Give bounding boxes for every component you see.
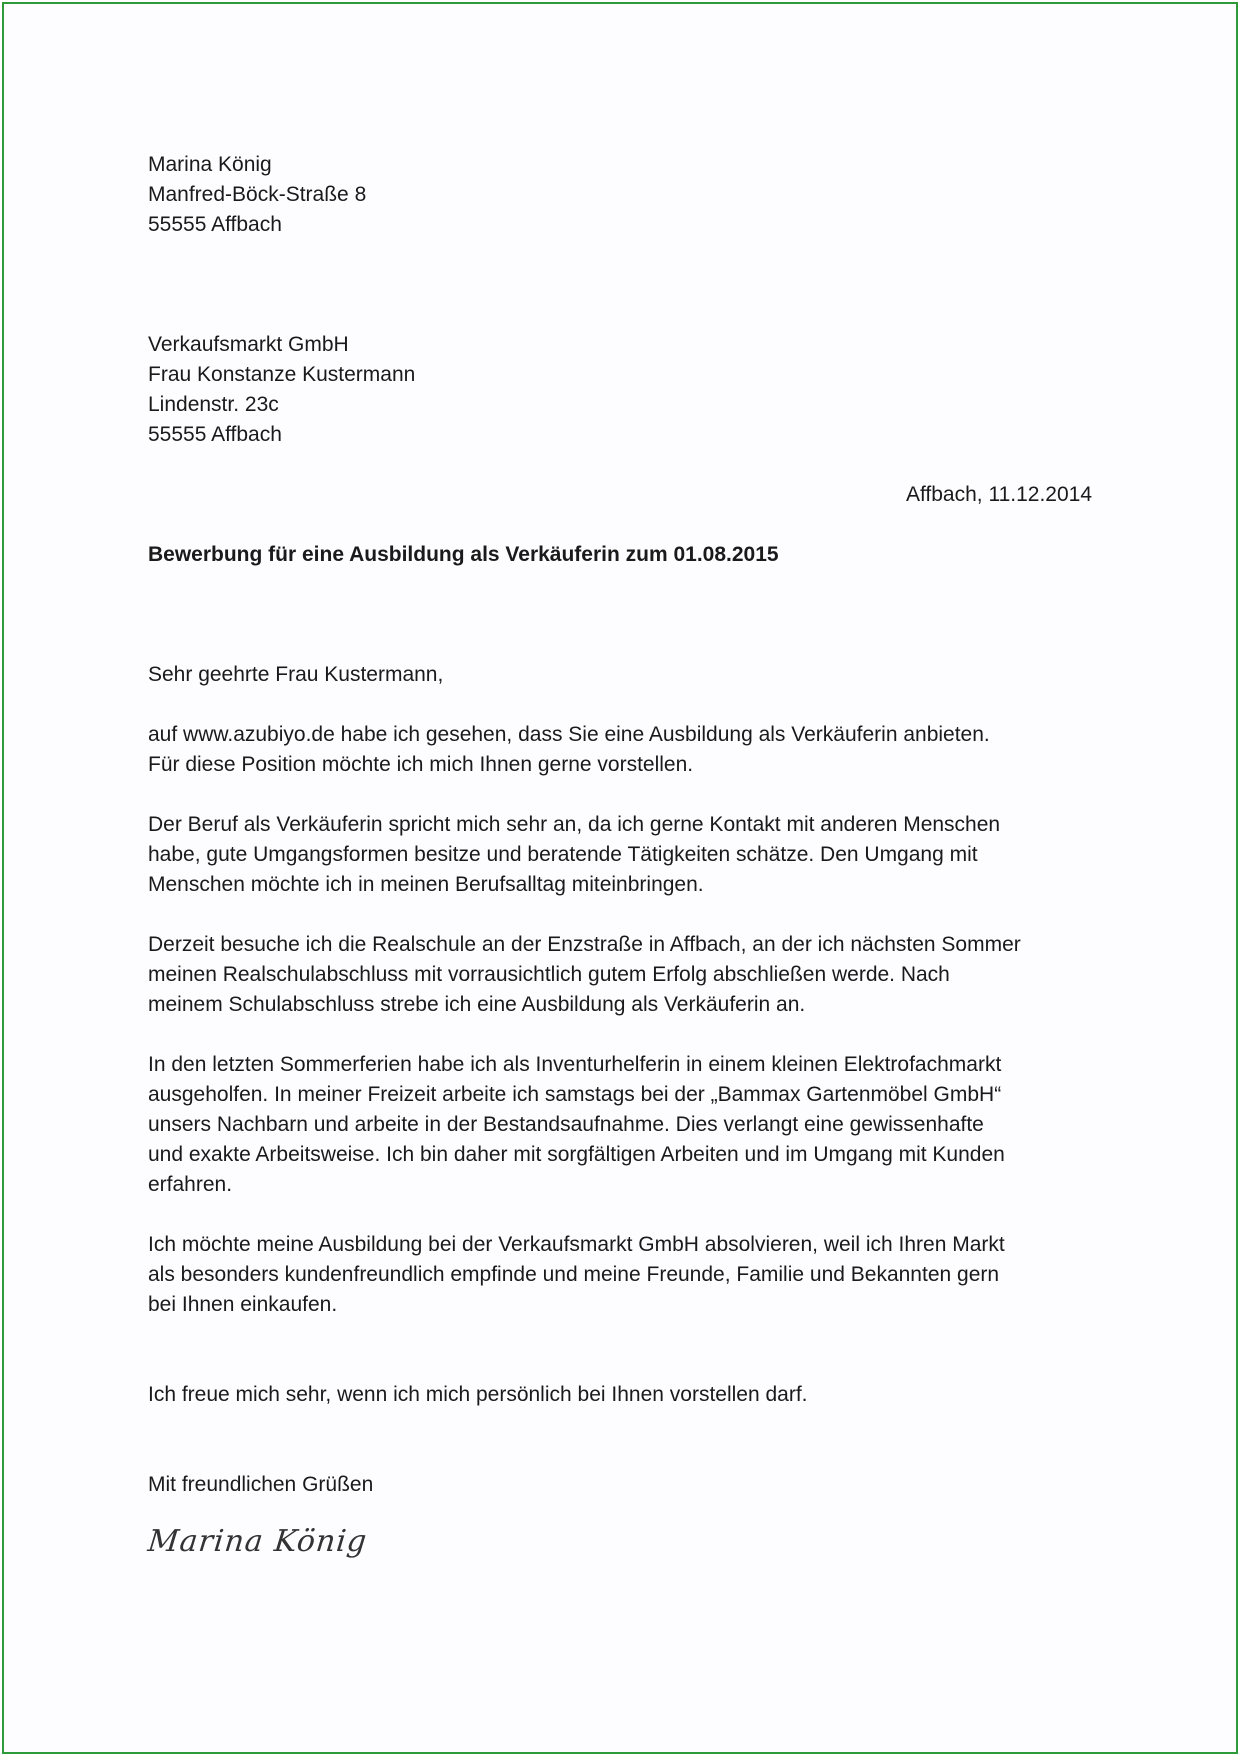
paragraph-line: erfahren.	[148, 1173, 233, 1196]
paragraph-2	[148, 810, 1092, 900]
paragraph-5	[148, 1230, 1092, 1320]
sender-address	[148, 150, 1092, 240]
sender-name: Marina König	[148, 153, 272, 176]
paragraph-line: meinen Realschulabschluss mit vorrausichtlich gutem Erfolg abschließen werde. Nach	[148, 963, 950, 986]
paragraph-line: Für diese Position möchte ich mich Ihnen gerne vorstellen.	[148, 753, 694, 776]
paragraph-line: Derzeit besuche ich die Realschule an der Enzstraße in Affbach, an der ich nächsten Sommer	[148, 933, 1021, 956]
sender-city: 55555 Affbach	[148, 213, 282, 236]
paragraph-line: Der Beruf als Verkäuferin spricht mich sehr an, da ich gerne Kontakt mit anderen Menschen	[148, 813, 1001, 836]
signature: Marina König	[146, 1524, 369, 1559]
signature-block	[148, 1522, 1092, 1562]
paragraph-line: bei Ihnen einkaufen.	[148, 1293, 338, 1316]
subject-line: Bewerbung für eine Ausbildung als Verkäuferin zum 01.08.2015	[148, 543, 779, 566]
date-line: Affbach, 11.12.2014	[905, 483, 1092, 506]
recipient-contact: Frau Konstanze Kustermann	[148, 363, 416, 386]
paragraph-line: unsers Nachbarn und arbeite in der Bestandsaufnahme. Dies verlangt eine gewissenhafte	[148, 1113, 984, 1136]
recipient-city: 55555 Affbach	[148, 423, 282, 446]
paragraph-line: auf www.azubiyo.de habe ich gesehen, dass Sie eine Ausbildung als Verkäuferin anbieten.	[148, 723, 990, 746]
recipient-street: Lindenstr. 23c	[148, 393, 279, 416]
paragraph-3	[148, 930, 1092, 1020]
paragraph-line: ausgeholfen. In meiner Freizeit arbeite ich samstags bei der „Bammax Gartenmöbel GmbH“	[148, 1083, 1002, 1106]
sender-street: Manfred-Böck-Straße 8	[148, 183, 367, 206]
paragraph-line: Menschen möchte ich in meinen Berufsalltag miteinbringen.	[148, 873, 704, 896]
paragraph-1	[148, 720, 1092, 780]
paragraph-line: In den letzten Sommerferien habe ich als Inventurhelferin in einem kleinen Elektrofachmarkt	[148, 1053, 1002, 1076]
paragraph-line: und exakte Arbeitsweise. Ich bin daher mit sorgfältigen Arbeiten und im Umgang mit Kunden	[148, 1143, 1005, 1166]
salutation: Sehr geehrte Frau Kustermann,	[148, 663, 444, 686]
regards: Mit freundlichen Grüßen	[148, 1473, 374, 1496]
paragraph-line: meinem Schulabschluss strebe ich eine Ausbildung als Verkäuferin an.	[148, 993, 806, 1016]
paragraph-line: habe, gute Umgangsformen besitze und beratende Tätigkeiten schätze. Den Umgang mit	[148, 843, 978, 866]
recipient-company: Verkaufsmarkt GmbH	[148, 333, 349, 356]
paragraph-line: Ich möchte meine Ausbildung bei der Verkaufsmarkt GmbH absolvieren, weil ich Ihren Markt	[148, 1233, 1005, 1256]
paragraph-line: als besonders kundenfreundlich empfinde und meine Freunde, Familie und Bekannten gern	[148, 1263, 1000, 1286]
paragraph-4	[148, 1050, 1092, 1200]
letter-body	[148, 150, 1092, 1562]
closing-sentence: Ich freue mich sehr, wenn ich mich persönlich bei Ihnen vorstellen darf.	[148, 1383, 808, 1406]
recipient-address	[148, 330, 1092, 450]
